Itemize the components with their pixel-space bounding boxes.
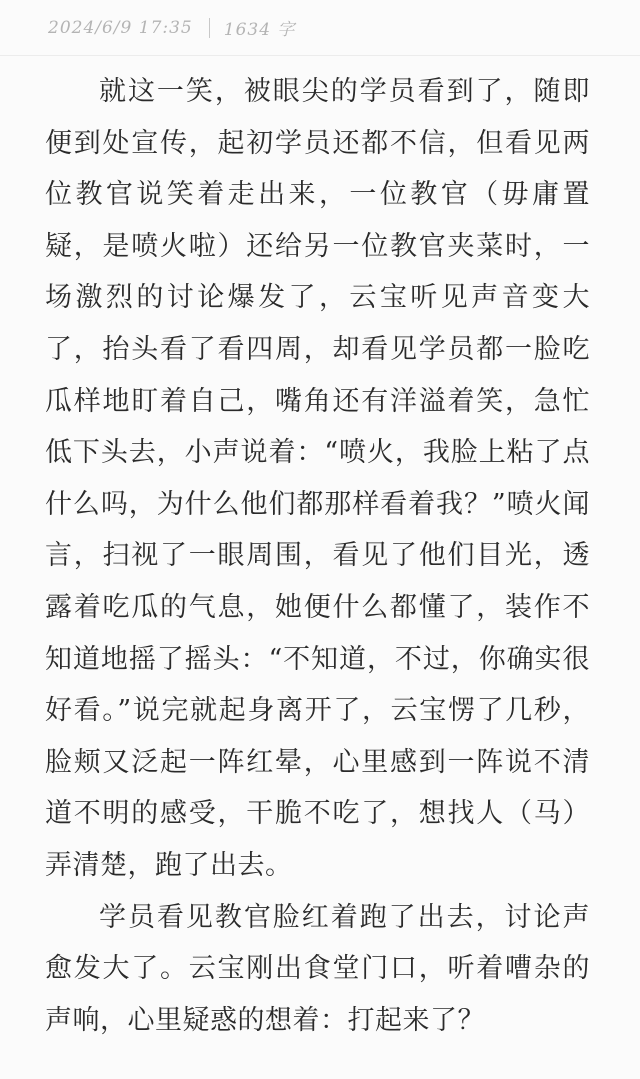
edit-datetime: 2024/6/9 17:35 <box>48 17 193 38</box>
article-paragraph: 学员看见教官脸红着跑了出去，讨论声愈发大了。云宝刚出食堂门口，听着嘈杂的声响，心里疑惑的想着：打起来了？ <box>45 901 590 1036</box>
article-meta-bar <box>0 0 640 56</box>
word-count: 1634 字 <box>223 20 296 40</box>
meta-divider <box>209 18 210 38</box>
article-body[interactable] <box>45 66 590 1046</box>
article-paragraph: 就这一笑，被眼尖的学员看到了，随即便到处宣传，起初学员还都不信，但看见两位教官说笑着走出来，一位教官（毋庸置疑，是喷火啦）还给另一位教官夹菜时，一场激烈的讨论爆发了，云宝听见声音变大了，抬头看了看四周，却看见学员都一脸吃瓜样地盯着自己，嘴角还有洋溢着笑，急忙低下头去，小声说着：“喷火，我脸上粘了点什么吗，为什么他们都那样看着我？”喷火闻言，扫视了一眼周围，看见了他们目光，透露着吃瓜的气息，她便什么都懂了，装作不知道地摇了摇头：“不知道，不过，你确实很好看。”说完就起身离开了，云宝愣了几秒，脸颊又泛起一阵红晕，心里感到一阵说不清道不明的感受，干脆不吃了，想找人（马）弄清楚，跑了出去。 <box>45 76 590 881</box>
